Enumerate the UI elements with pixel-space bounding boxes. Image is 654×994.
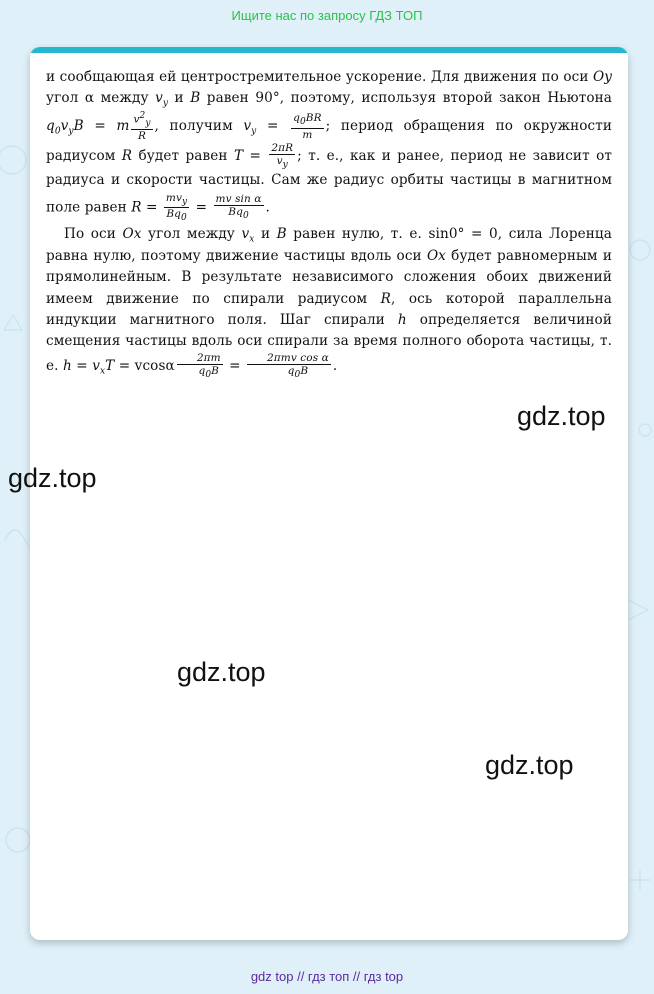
footer-links[interactable]: gdz top // гдз топ // гдз top: [250, 969, 404, 984]
fraction-mvsin-Bq0: $\frac{\text{mv sin α}}{Bq_0}$: [215, 193, 262, 222]
watermark-1: gdz.top: [517, 401, 606, 431]
fraction-q0BR-m: $\frac{q_0BR}{m}$: [293, 112, 322, 141]
card-accent-bar: [30, 47, 628, 53]
paragraph-1: и сообщающая ей центростремительное ускорение. Для движения по оси Oy угол α между $v_y$ и B равен 90°, поэтому, используя второй закон Ньютона $q_0v_yB = m$ $\frac{v^2_y}{R}$ , получим $v_y$ = $\frac{q_0BR}{m}$ ; период обращения по окружности радиусом R будет равен T = $\frac{2\pi R}{v_y}$ ; т. е., как и ранее, период не зависит от радиуса и скорости частицы. Сам же радиус орбиты частицы в магнитном поле равен R = $\frac{mv_y}{Bq_0}$ = $\frac{\text{mv sin α}}{Bq_0}$ .: [46, 69, 613, 224]
watermark-2: gdz.top: [8, 463, 97, 493]
fraction-2pimvcos-q0B: $\frac{\text{2πmv cos α}}{q_0B}$: [247, 352, 331, 381]
fraction-2piR-vy: $\frac{2\pi R}{v_y}$: [271, 141, 294, 171]
fraction-vy2-R: $\frac{v^2_y}{R}$: [133, 110, 151, 142]
watermark-4: gdz.top: [485, 750, 574, 780]
fraction-2pim-q0B: $\frac{2\pi m}{q_0B}$: [177, 352, 223, 381]
watermark-3: gdz.top: [177, 657, 266, 687]
header-search-link[interactable]: Ищите нас по запросу ГДЗ ТОП: [231, 8, 423, 23]
paragraph-2: По оси Ox угол между $v_x$ и B равен нулю, т. е. sin0° = 0, сила Лоренца равна нулю, поэтому движение частицы вдоль оси Ox будет равномерным и прямолинейным. В результате независимого сложения обоих движений имеем движение по спирали радиусом R, ось которой параллельна индукции магнитного поля. Шаг спирали h определяется величиной смещения частицы вдоль оси спирали за время полного оборота частицы, т. е. $h = v_xT = vcos\alpha$ $\frac{2\pi m}{q_0B}$ = $\frac{\text{2πmv cos α}}{q_0B}$ .: [46, 225, 613, 381]
solution-text: [46, 67, 612, 381]
formula-newton: $q_0v_yB$: [46, 117, 84, 137]
fraction-mvy-Bq0: $\frac{mv_y}{Bq_0}$: [165, 191, 188, 224]
content-card: [30, 47, 628, 940]
